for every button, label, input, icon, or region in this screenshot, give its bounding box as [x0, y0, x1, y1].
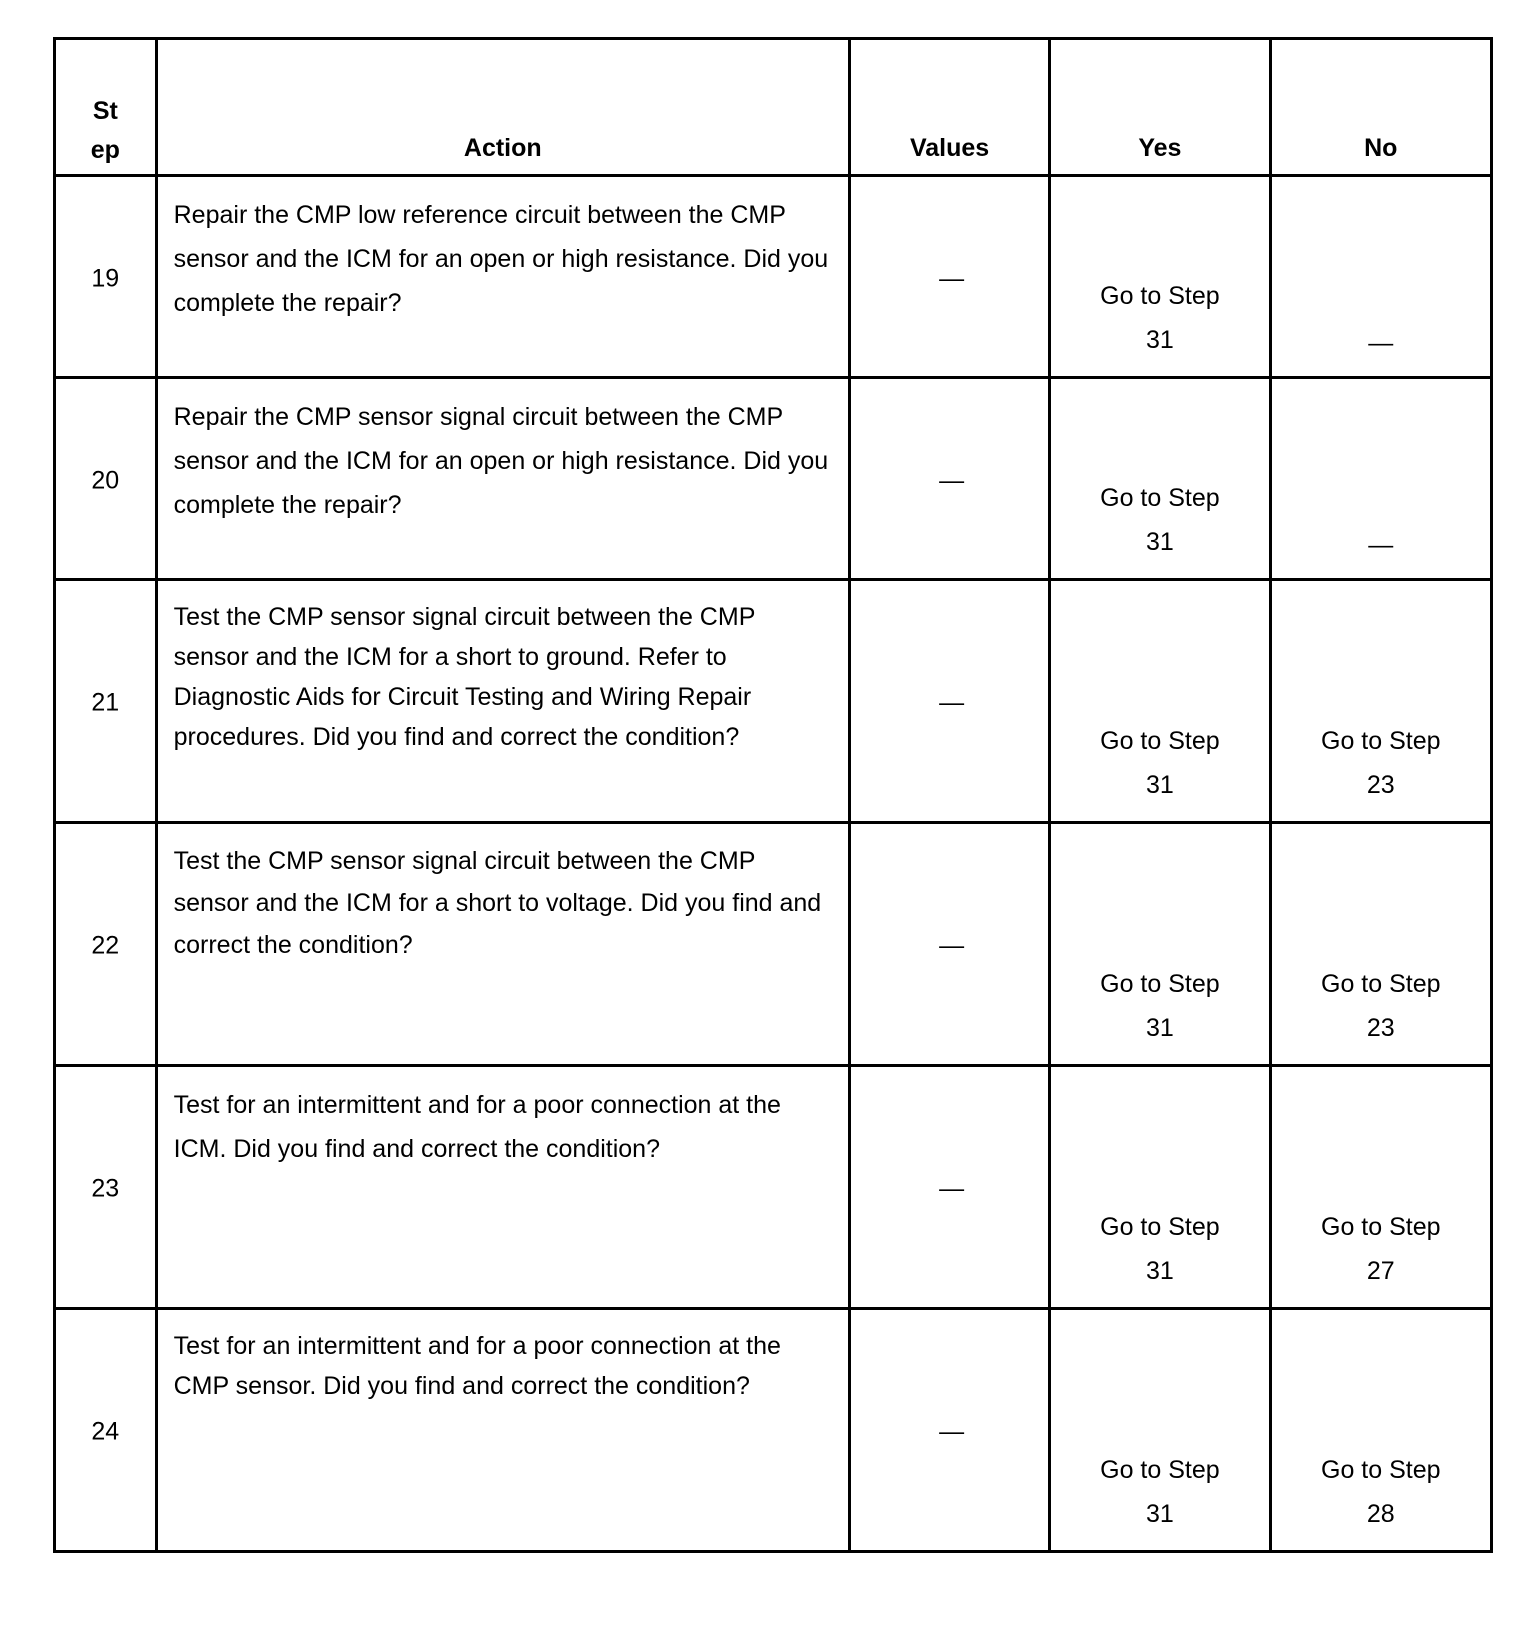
yes-cell	[1050, 580, 1270, 823]
values-text: —	[939, 1174, 965, 1203]
values-cell	[849, 176, 1049, 378]
header-values: Values	[849, 39, 1049, 176]
no-cell	[1270, 580, 1491, 823]
step-number: 23	[91, 1174, 120, 1203]
no-cell	[1270, 378, 1491, 580]
values-text: —	[939, 931, 965, 960]
header-step-label: St ep	[90, 97, 120, 164]
diagnostic-table	[53, 37, 1493, 1553]
yes-cell	[1050, 176, 1270, 378]
step-cell	[55, 580, 157, 823]
action-cell	[156, 176, 849, 378]
values-text: —	[939, 466, 965, 494]
yes-goto-text: Go to Step 31	[1100, 1456, 1220, 1528]
yes-goto-text: Go to Step 31	[1100, 484, 1220, 556]
step-cell	[55, 176, 157, 378]
table-row	[55, 580, 1492, 823]
no-text: —	[1368, 531, 1394, 559]
yes-goto	[1051, 962, 1268, 1050]
yes-goto	[1051, 274, 1268, 362]
no-goto	[1272, 719, 1490, 807]
table-row	[55, 1066, 1492, 1309]
table-row	[55, 378, 1492, 580]
action-text: Test for an intermittent and for a poor connection at the CMP sensor. Did you find and correct the condition?	[173, 1332, 781, 1400]
no-goto	[1272, 1205, 1490, 1293]
yes-cell	[1050, 378, 1270, 580]
step-number: 24	[91, 1417, 120, 1446]
values-cell	[849, 823, 1049, 1066]
yes-goto	[1051, 719, 1268, 807]
header-step	[55, 39, 157, 176]
step-number: 20	[91, 466, 120, 494]
yes-goto-text: Go to Step 31	[1100, 1213, 1220, 1285]
no-goto-text: Go to Step 28	[1321, 1456, 1441, 1528]
step-cell	[55, 1066, 157, 1309]
action-text: Test for an intermittent and for a poor connection at the ICM. Did you find and correct the condition?	[173, 1091, 781, 1163]
values-cell	[849, 1309, 1049, 1552]
table-row	[55, 176, 1492, 378]
action-cell	[156, 1309, 849, 1552]
no-goto-text: Go to Step 27	[1321, 1213, 1441, 1285]
action-cell	[156, 1066, 849, 1309]
table-row	[55, 823, 1492, 1066]
yes-goto	[1051, 476, 1268, 564]
no-text: —	[1368, 329, 1394, 357]
step-cell	[55, 1309, 157, 1552]
no-cell	[1270, 823, 1491, 1066]
table-row	[55, 1309, 1492, 1552]
action-text: Repair the CMP low reference circuit between the CMP sensor and the ICM for an open or high resistance. Did you complete the repair?	[173, 201, 829, 317]
action-cell	[156, 378, 849, 580]
step-number: 22	[91, 931, 120, 960]
header-no: No	[1270, 39, 1491, 176]
action-cell	[156, 823, 849, 1066]
action-text: Test the CMP sensor signal circuit between the CMP sensor and the ICM for a short to ground. Refer to Diagnostic Aids for Circuit Testing and Wiring Repair procedures. Did you find and correct the condition?	[173, 603, 755, 751]
header-action: Action	[156, 39, 849, 176]
yes-goto	[1051, 1205, 1268, 1293]
step-cell	[55, 378, 157, 580]
yes-cell	[1050, 823, 1270, 1066]
values-cell	[849, 1066, 1049, 1309]
yes-goto	[1051, 1448, 1268, 1536]
values-text: —	[939, 264, 965, 292]
no-cell	[1270, 1066, 1491, 1309]
no-cell	[1270, 1309, 1491, 1552]
yes-cell	[1050, 1309, 1270, 1552]
yes-goto-text: Go to Step 31	[1100, 727, 1220, 799]
step-number: 21	[91, 688, 120, 717]
values-text: —	[939, 1417, 965, 1446]
no-goto	[1272, 962, 1490, 1050]
no-cell	[1270, 176, 1491, 378]
action-cell	[156, 580, 849, 823]
no-goto-text: Go to Step 23	[1321, 970, 1441, 1042]
yes-cell	[1050, 1066, 1270, 1309]
no-goto-text: Go to Step 23	[1321, 727, 1441, 799]
values-text: —	[939, 688, 965, 717]
values-cell	[849, 580, 1049, 823]
action-text: Test the CMP sensor signal circuit between the CMP sensor and the ICM for a short to voltage. Did you find and correct the condition?	[173, 847, 822, 959]
action-text: Repair the CMP sensor signal circuit between the CMP sensor and the ICM for an open or high resistance. Did you complete the repair?	[173, 403, 829, 519]
step-number: 19	[91, 264, 120, 292]
no-goto	[1272, 1448, 1490, 1536]
header-yes: Yes	[1050, 39, 1270, 176]
header-row	[55, 39, 1492, 176]
yes-goto-text: Go to Step 31	[1100, 970, 1220, 1042]
step-cell	[55, 823, 157, 1066]
yes-goto-text: Go to Step 31	[1100, 282, 1220, 354]
values-cell	[849, 378, 1049, 580]
